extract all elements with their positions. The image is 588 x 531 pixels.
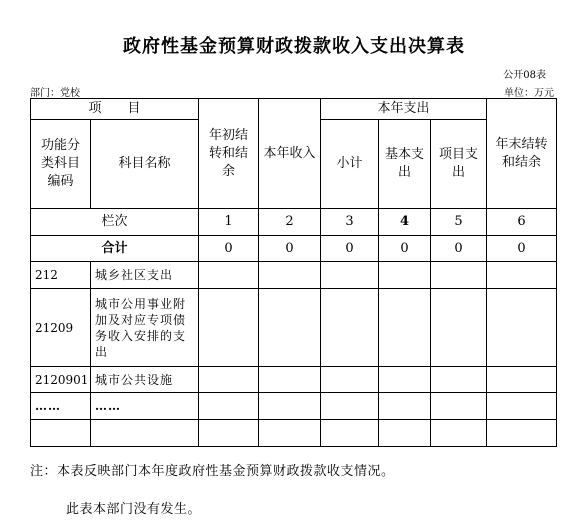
row-code: …… bbox=[31, 393, 91, 420]
row-name: …… bbox=[91, 393, 199, 420]
col-subject-name: 科目名称 bbox=[91, 120, 199, 209]
col-subtotal: 小计 bbox=[321, 120, 379, 209]
empty-cell bbox=[431, 289, 487, 367]
budget-table bbox=[30, 98, 557, 447]
empty-cell bbox=[259, 420, 321, 447]
row-index-cell: 2 bbox=[259, 209, 321, 236]
row-code: 2120901 bbox=[31, 367, 91, 393]
empty-cell bbox=[199, 393, 259, 420]
empty-cell bbox=[379, 393, 431, 420]
empty-cell bbox=[379, 367, 431, 393]
empty-cell bbox=[199, 420, 259, 447]
table-row bbox=[31, 393, 557, 420]
row-index-cell: 3 bbox=[321, 209, 379, 236]
empty-cell bbox=[431, 367, 487, 393]
department-label: 部门：党校 bbox=[30, 88, 80, 99]
empty-cell bbox=[199, 367, 259, 393]
table-row bbox=[31, 262, 557, 289]
col-current-income: 本年收入 bbox=[259, 99, 321, 209]
empty-cell bbox=[91, 420, 199, 447]
col-opening-balance: 年初结转和结余 bbox=[199, 99, 259, 209]
empty-cell bbox=[431, 393, 487, 420]
footnote: 注：本表反映部门本年度政府性基金预算财政拨款收支情况。 bbox=[30, 464, 395, 479]
empty-cell bbox=[259, 367, 321, 393]
col-closing-balance: 年末结转和结余 bbox=[487, 99, 557, 209]
empty-cell bbox=[487, 420, 557, 447]
item-header: 项 目 bbox=[31, 99, 199, 120]
row-index-cell: 1 bbox=[199, 209, 259, 236]
empty-cell bbox=[321, 262, 379, 289]
row-code: 21209 bbox=[31, 289, 91, 367]
empty-cell bbox=[199, 289, 259, 367]
empty-cell bbox=[321, 367, 379, 393]
total-cell: 0 bbox=[259, 236, 321, 262]
col-basic-expenditure: 基本支出 bbox=[379, 120, 431, 209]
table-row bbox=[31, 289, 557, 367]
empty-cell bbox=[321, 289, 379, 367]
row-name: 城市公用事业附加及对应专项债务收入安排的支出 bbox=[91, 289, 199, 367]
row-name: 城乡社区支出 bbox=[91, 262, 199, 289]
empty-cell bbox=[199, 262, 259, 289]
empty-cell bbox=[431, 420, 487, 447]
empty-cell bbox=[487, 289, 557, 367]
row-code: 212 bbox=[31, 262, 91, 289]
empty-cell bbox=[431, 262, 487, 289]
row-index-label: 栏次 bbox=[31, 209, 199, 236]
current-year-expenditure-header: 本年支出 bbox=[321, 99, 487, 120]
empty-cell bbox=[487, 367, 557, 393]
row-index-cell: 6 bbox=[487, 209, 557, 236]
total-cell: 0 bbox=[487, 236, 557, 262]
empty-cell bbox=[321, 393, 379, 420]
unit-label: 单位：万元 bbox=[504, 88, 554, 99]
empty-cell bbox=[259, 393, 321, 420]
empty-cell bbox=[487, 393, 557, 420]
row-index-cell: 5 bbox=[431, 209, 487, 236]
row-name: 城市公共设施 bbox=[91, 367, 199, 393]
col-project-expenditure: 项目支出 bbox=[431, 120, 487, 209]
page-title: 政府性基金预算财政拨款收入支出决算表 bbox=[123, 36, 465, 57]
col-function-code: 功能分类科目编码 bbox=[31, 120, 91, 209]
row-index-cell: 4 bbox=[379, 209, 431, 236]
table-code: 公开08表 bbox=[503, 70, 546, 81]
empty-cell bbox=[379, 420, 431, 447]
empty-cell bbox=[259, 289, 321, 367]
total-cell: 0 bbox=[199, 236, 259, 262]
table-row bbox=[31, 420, 557, 447]
empty-cell bbox=[379, 262, 431, 289]
empty-cell bbox=[321, 420, 379, 447]
empty-cell bbox=[379, 289, 431, 367]
empty-cell bbox=[487, 262, 557, 289]
table-row bbox=[31, 367, 557, 393]
empty-cell bbox=[31, 420, 91, 447]
empty-cell bbox=[259, 262, 321, 289]
total-label: 合计 bbox=[31, 236, 199, 262]
total-cell: 0 bbox=[431, 236, 487, 262]
total-cell: 0 bbox=[321, 236, 379, 262]
no-occurrence-note: 此表本部门没有发生。 bbox=[66, 502, 202, 517]
total-cell: 0 bbox=[379, 236, 431, 262]
